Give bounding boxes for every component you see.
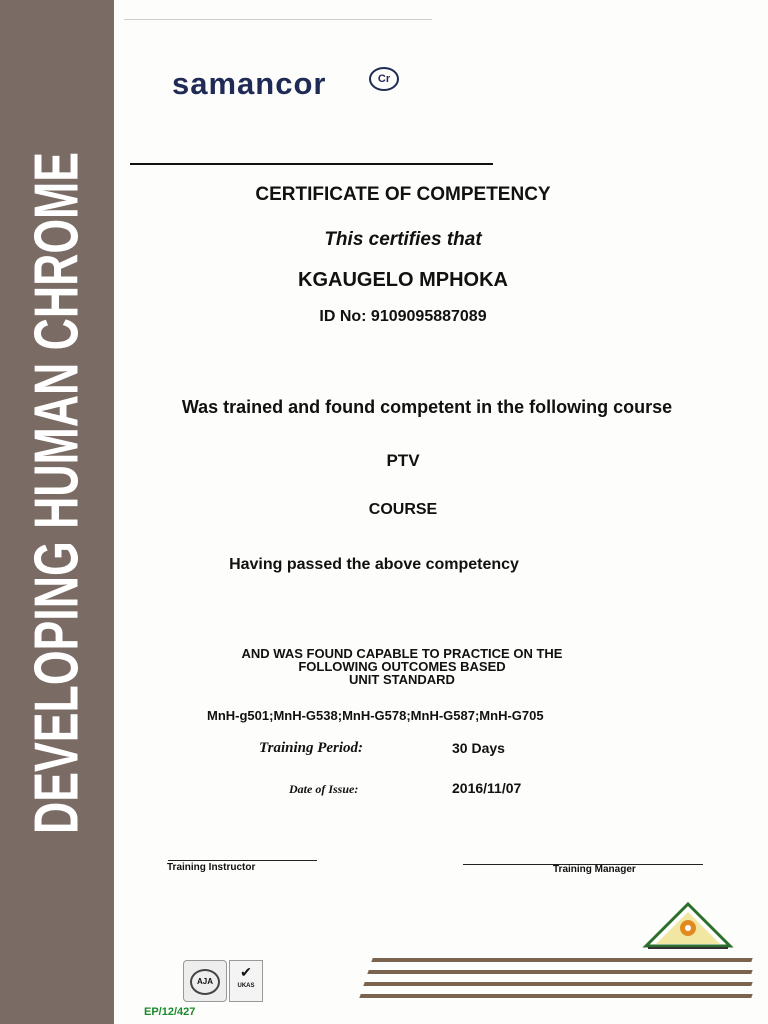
header-rule <box>130 163 493 165</box>
capable-line-3: UNIT STANDARD <box>349 672 455 687</box>
manager-label: Training Manager <box>553 864 636 875</box>
certifies-text: This certifies that <box>324 229 482 250</box>
instructor-signature-line <box>168 860 317 861</box>
capable-line-1: AND WAS FOUND CAPABLE TO PRACTICE ON THE <box>241 646 563 661</box>
training-period-value: 30 Days <box>452 740 505 756</box>
ukas-badge: ✔ UKAS <box>229 960 263 1002</box>
certificate-reference: EP/12/427 <box>144 1006 196 1018</box>
date-of-issue-value: 2016/11/07 <box>452 780 522 796</box>
capable-line-2: FOLLOWING OUTCOMES BASED <box>298 659 506 674</box>
footer-stripe-3 <box>363 982 752 986</box>
course-name: PTV <box>386 451 420 470</box>
recipient-name: KGAUGELO MPHOKA <box>298 269 508 291</box>
course-label: COURSE <box>368 501 438 518</box>
footer-stripe-2 <box>367 970 752 974</box>
sidebar-title: DEVELOPING HUMAN CHROME <box>22 151 92 835</box>
aja-badge: AJA <box>183 960 227 1002</box>
logo-cr-mark: Cr <box>369 67 399 91</box>
trained-statement: Was trained and found competent in the following course <box>181 397 673 417</box>
mining-qualifications-logo-icon <box>642 902 734 952</box>
unit-standards: MnH-g501;MnH-G538;MnH-G578;MnH-G587;MnH-G705 <box>207 708 544 723</box>
training-period-label: Training Period: <box>259 740 364 756</box>
certificate-title: CERTIFICATE OF COMPETENCY <box>255 184 551 205</box>
company-logo: samancor <box>172 66 327 101</box>
sidebar-banner <box>0 0 114 1024</box>
date-of-issue-label: Date of Issue: <box>289 782 359 796</box>
recipient-id: ID No: 9109095887089 <box>319 308 487 325</box>
passed-statement: Having passed the above competency <box>229 556 519 573</box>
footer-stripe-4 <box>359 994 752 998</box>
instructor-label: Training Instructor <box>167 862 256 873</box>
footer-stripe-1 <box>371 958 752 962</box>
top-divider <box>124 19 432 20</box>
